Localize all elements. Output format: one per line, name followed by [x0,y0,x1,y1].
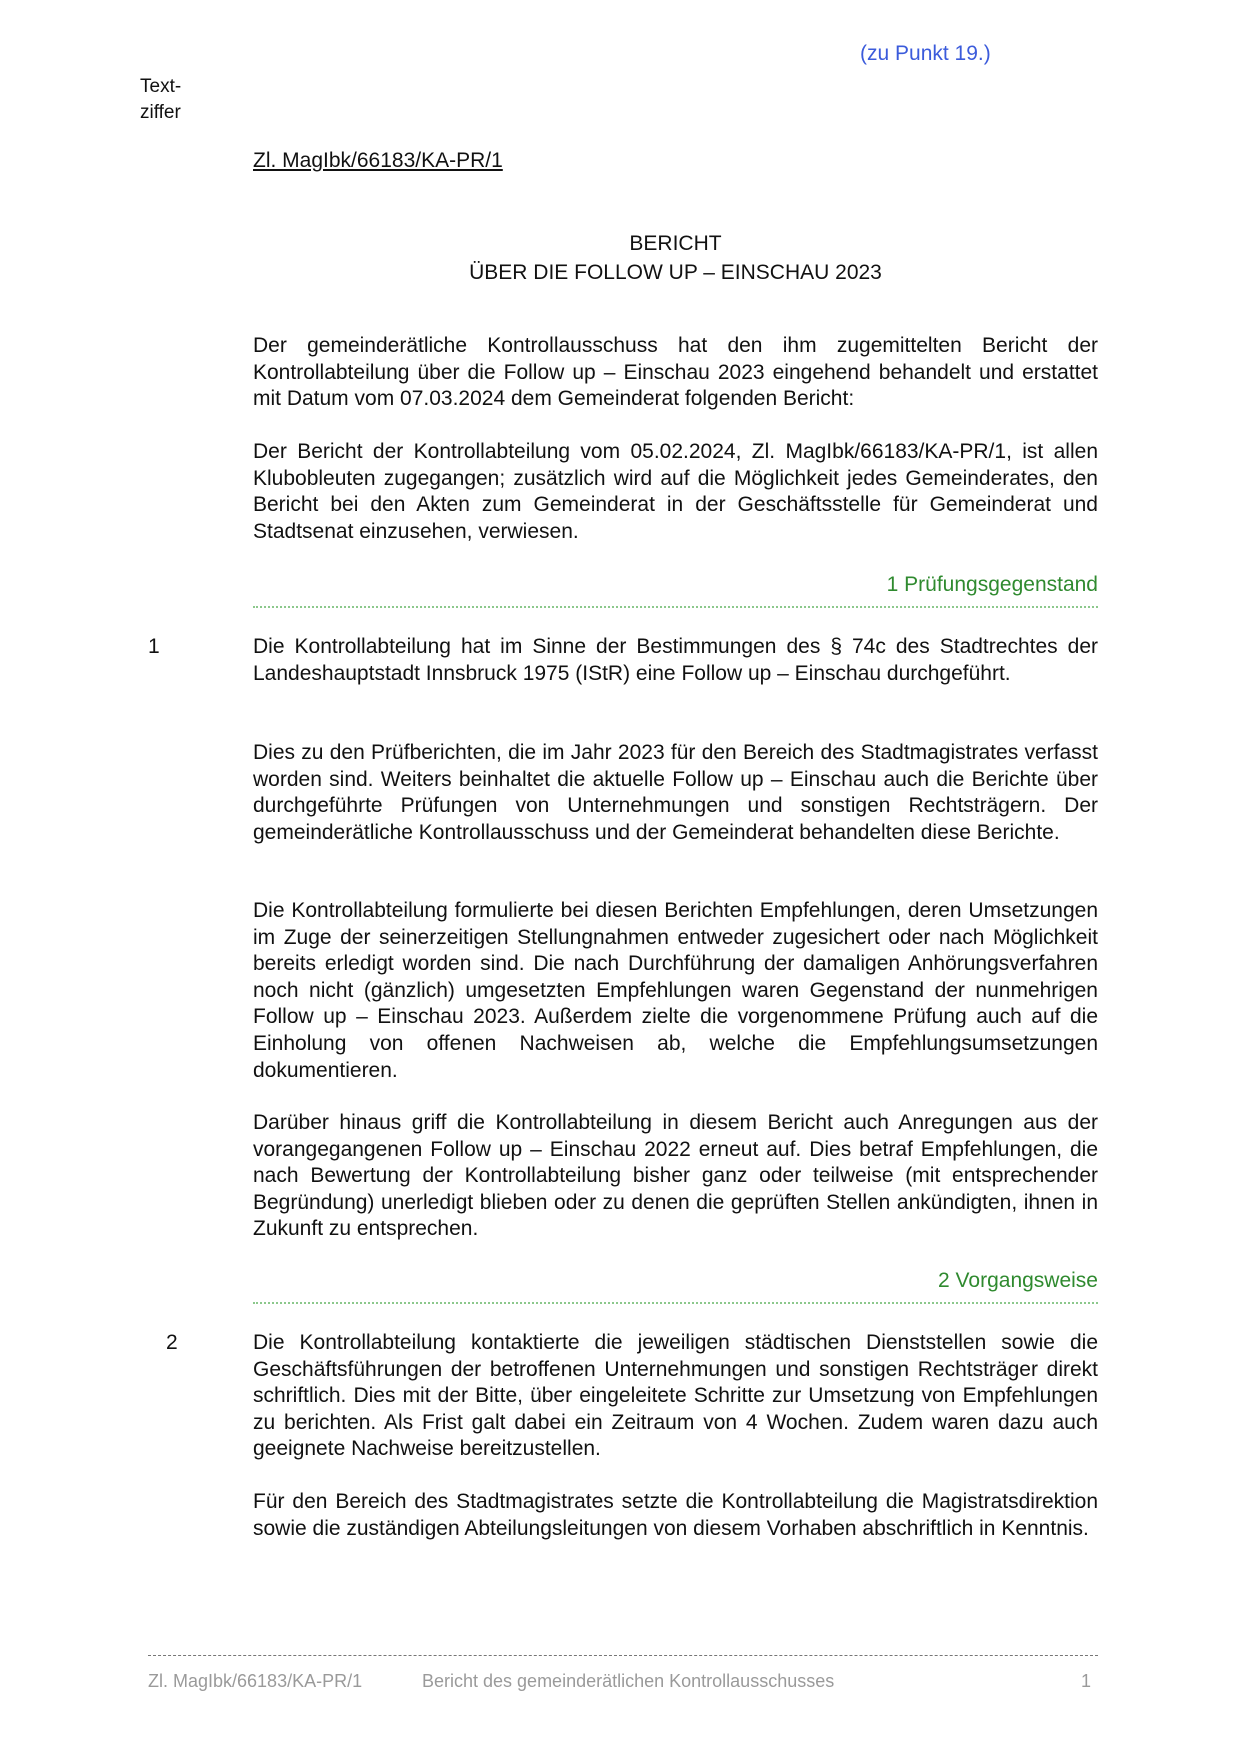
intro-paragraph: Der gemeinderätliche Kontrollausschuss hat den ihm zugemittelten Bericht der Kontrollabteilung über die Follow up – Einschau 2023 eingehend behandelt und erstattet mit Datum vom 07.03.2024 dem Gemeinderat folgenden Bericht: [253,334,1098,411]
section-divider [253,1302,1098,1304]
section-heading-vorgangsweise: 2 Vorgangsweise [938,1269,1098,1292]
report-title [253,229,1098,287]
section-paragraph: Dies zu den Prüfberichten, die im Jahr 2023 für den Bereich des Stadtmagistrates verfasst worden sind. Weiters beinhaltet die aktuelle Follow up – Einschau auch die Berichte über durchgeführte Prüfungen von Unternehmungen und sonstigen Rechtsträgern. Der gemeinderätliche Kontrollausschuss und der Gemeinderat behandelten diese Berichte. [253,741,1098,844]
section-paragraph: Die Kontrollabteilung formulierte bei diesen Berichten Empfehlungen, deren Umsetzungen im Zuge der seinerzeitigen Stellungnahmen entweder zugesichert oder nach Möglichkeit bereits erledigt worden sind. Die nach Durchführung der damaligen Anhörungsverfahren noch nicht (gänzlich) umgesetzten Empfehlungen waren Gegenstand der nunmehrigen Follow up – Einschau 2023. Außerdem zielte die vorgenommene Prüfung auch auf die Einholung von offenen Nachweisen ab, welche die Empfehlungsumsetzungen dokumentieren. [253,899,1098,1082]
reference-number: Zl. MagIbk/66183/KA-PR/1 [253,149,503,172]
side-label-line1: Text- [140,76,182,97]
page-number: 1 [1081,1671,1092,1691]
textziffer-column-label [140,74,181,126]
section-paragraph: Die Kontrollabteilung kontaktierte die jeweiligen städtischen Dienststellen sowie die Geschäftsführungen der betroffenen Unternehmungen und sonstigen Rechtsträger direkt schriftlich. Dies mit der Bitte, über eingeleitete Schritte zur Umsetzung von Empfehlungen zu berichten. Als Frist galt dabei ein Zeitraum von 4 Wochen. Zudem waren dazu auch geeignete Nachweise bereitzustellen. [253,1331,1098,1461]
page-reference: (zu Punkt 19.) [860,42,991,65]
title-line2: ÜBER DIE FOLLOW UP – EINSCHAU 2023 [469,261,882,284]
footer-divider [148,1655,1098,1656]
title-line1: BERICHT [629,232,722,255]
textziffer-number: 1 [148,635,160,658]
section-paragraph: Für den Bereich des Stadtmagistrates setzte die Kontrollabteilung die Magistratsdirektion sowie die zuständigen Abteilungsleitungen von diesem Vorhaben abschriftlich in Kenntnis. [253,1490,1098,1540]
intro-paragraph: Der Bericht der Kontrollabteilung vom 05.02.2024, Zl. MagIbk/66183/KA-PR/1, ist allen Klubobleuten zugegangen; zusätzlich wird auf die Möglichkeit jedes Gemeinderates, den Bericht bei den Akten zum Gemeinderat in der Geschäftsstelle für Gemeinderat und Stadtsenat einzusehen, verwiesen. [253,440,1098,543]
section-divider [253,606,1098,608]
textziffer-number: 2 [166,1331,178,1354]
footer-title: Bericht des gemeinderätlichen Kontrollausschusses [422,1671,835,1691]
footer-reference: Zl. MagIbk/66183/KA-PR/1 [148,1671,363,1691]
side-label-line2: ziffer [140,102,181,123]
section-heading-pruefungsgegenstand: 1 Prüfungsgegenstand [886,573,1098,596]
section-paragraph: Darüber hinaus griff die Kontrollabteilung in diesem Bericht auch Anregungen aus der vorangegangenen Follow up – Einschau 2022 erneut auf. Dies betraf Empfehlungen, die nach Bewertung der Kontrollabteilung bisher ganz oder teilweise (mit entsprechender Begründung) unerledigt blieben oder zu denen die geprüften Stellen ankündigten, ihnen in Zukunft zu entsprechen. [253,1111,1098,1241]
section-paragraph: Die Kontrollabteilung hat im Sinne der Bestimmungen des § 74c des Stadtrechtes der Landeshauptstadt Innsbruck 1975 (IStR) eine Follow up – Einschau durchgeführt. [253,635,1098,685]
